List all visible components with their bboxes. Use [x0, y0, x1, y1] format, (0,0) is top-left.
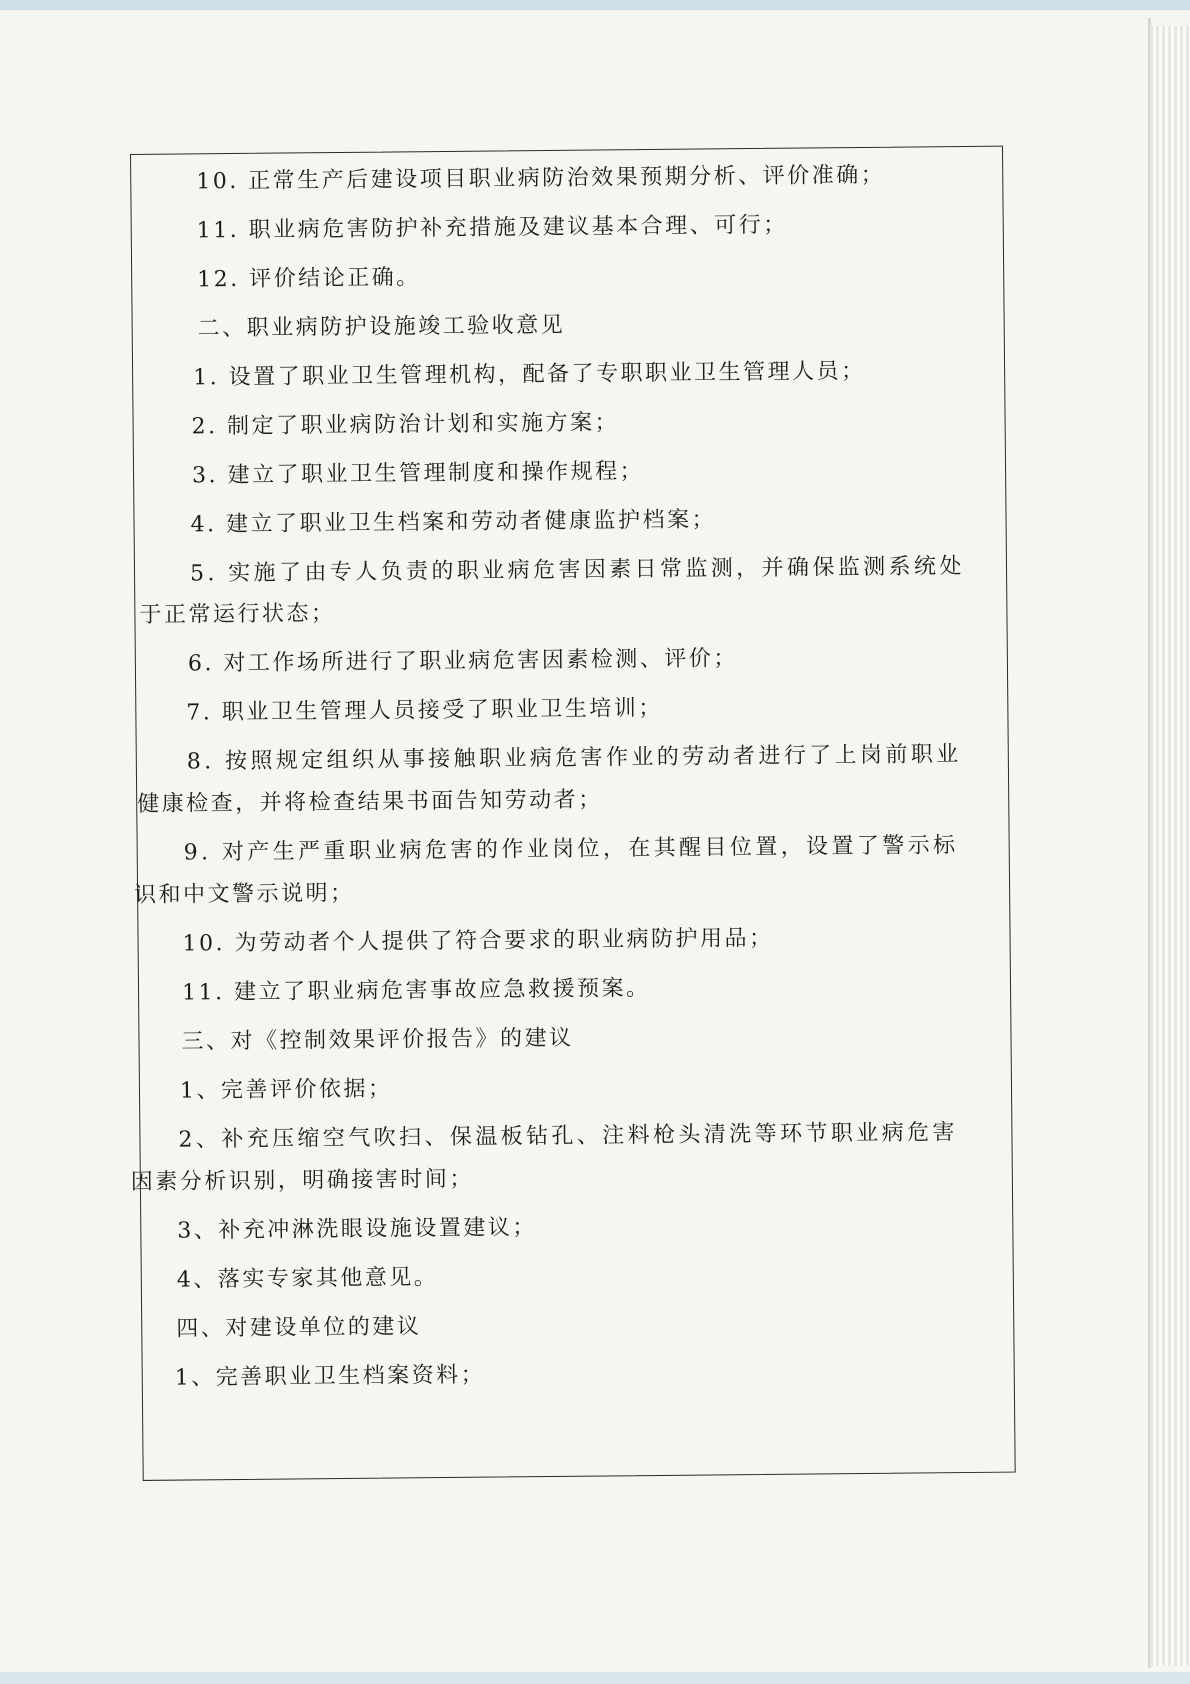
item-b6: 6. 对工作场所进行了职业病危害因素检测、评价；	[187, 646, 738, 677]
page-stack-edge	[1150, 26, 1190, 1666]
item-c3: 3、补充冲淋洗眼设施设置建议；	[177, 1215, 537, 1244]
item-c4: 4、落实专家其他意见。	[176, 1265, 439, 1293]
scan-bottom-band	[0, 1672, 1190, 1684]
item-a10: 10. 正常生产后建设项目职业病防治效果预期分析、评价准确；	[196, 162, 886, 195]
item-b3: 3. 建立了职业卫生管理制度和操作规程；	[191, 459, 645, 489]
item-b4: 4. 建立了职业卫生档案和劳动者健康监护档案；	[190, 507, 717, 538]
item-a11: 11. 职业病危害防护补充措施及建议基本合理、可行；	[196, 212, 788, 244]
item-c1: 1、完善评价依据；	[179, 1076, 393, 1104]
item-b1: 1. 设置了职业卫生管理机构，配备了专职职业卫生管理人员；	[193, 358, 866, 391]
section-heading-4: 四、对建设单位的建议	[176, 1314, 422, 1342]
scan-top-band	[0, 0, 1190, 10]
item-b5: 5. 实施了由专人负责的职业病危害因素日常监测，并确保监测系统处	[189, 554, 965, 587]
item-b2: 2. 制定了职业病防治计划和实施方案；	[191, 410, 620, 440]
item-b7: 7. 职业卫生管理人员接受了职业卫生培训；	[186, 695, 663, 726]
item-b8: 8. 按照规定组织从事接触职业病危害作业的劳动者进行了上岗前职业	[186, 742, 962, 775]
item-b9-cont: 识和中文警示说明；	[133, 880, 355, 908]
item-b5-cont: 于正常运行状态；	[139, 601, 336, 628]
item-b8-cont: 健康检查，并将检查结果书面告知劳动者；	[137, 787, 603, 817]
section-heading-2: 二、职业病防护设施竣工验收意见	[197, 312, 566, 342]
item-a12: 12. 评价结论正确。	[197, 265, 421, 293]
item-d1: 1、完善职业卫生档案资料；	[174, 1362, 486, 1391]
item-b11: 11. 建立了职业病危害事故应急救援预案。	[181, 976, 651, 1006]
item-c2: 2、补充压缩空气吹扫、保温板钻孔、注料枪头清洗等环节职业病危害	[178, 1120, 958, 1153]
item-c2-cont: 因素分析识别，明确接害时间；	[130, 1166, 474, 1196]
item-b9: 9. 对产生严重职业病危害的作业岗位，在其醒目位置，设置了警示标	[183, 833, 959, 866]
section-heading-3: 三、对《控制效果评价报告》的建议	[181, 1025, 574, 1055]
document-frame	[130, 146, 1016, 1481]
item-b10: 10. 为劳动者个人提供了符合要求的职业病防护用品；	[182, 925, 774, 957]
